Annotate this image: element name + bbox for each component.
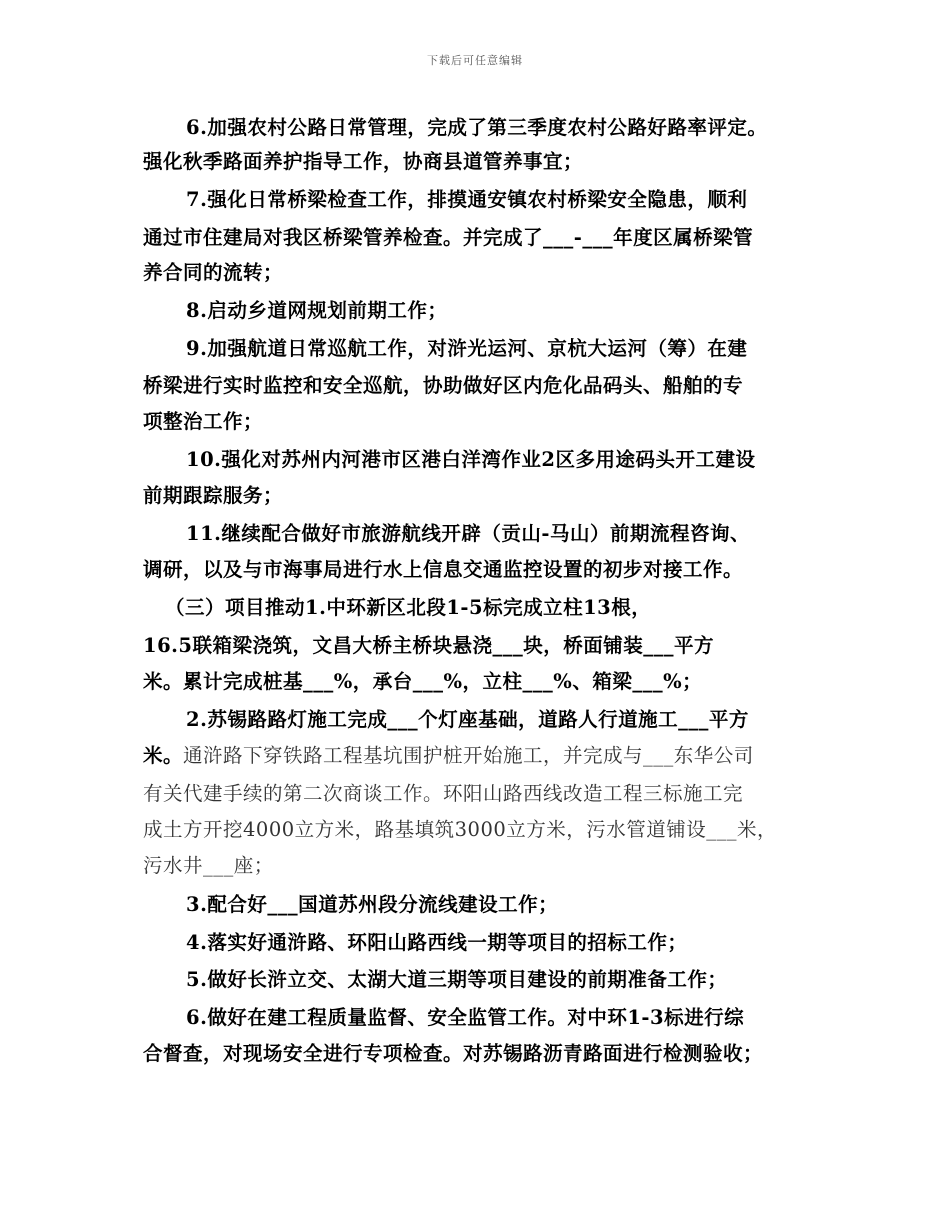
paragraph-line: 10.强化对苏州内河港市区港白洋湾作业2区多用途码头开工建设 [186, 448, 756, 471]
paragraph-line: 强化秋季路面养护指导工作，协商县道管养事宜； [143, 150, 584, 173]
paragraph-line: 米。 [143, 744, 184, 767]
page-header: 下载后可任意编辑 [427, 54, 523, 67]
paragraph-line: 2.苏锡路路灯施工完成___个灯座基础，道路人行道施工___平方 [186, 708, 749, 731]
paragraph-line: 9.加强航道日常巡航工作，对浒光运河、京杭大运河（筹）在建 [186, 337, 748, 360]
paragraph-line: 通过市住建局对我区桥梁管养检查。并完成了___-___年度区属桥梁管 [143, 226, 754, 249]
paragraph-line-light: 成土方开挖4000立方米，路基填筑3000立方米，污水管道铺设___米， [143, 818, 778, 841]
paragraph-line: 11.继续配合做好市旅游航线开辟（贡山-马山）前期流程咨询、 [186, 522, 751, 545]
paragraph-line-light: 污水井___座； [143, 854, 274, 877]
paragraph-line: 养合同的流转； [143, 261, 284, 284]
paragraph-line: 3.配合好___国道苏州段分流线建设工作； [186, 893, 559, 916]
paragraph-line: 6.做好在建工程质量监督、安全监管工作。对中环1-3标进行综 [186, 1006, 745, 1029]
paragraph-line: 项整治工作； [143, 410, 264, 433]
paragraph-line: 6.加强农村公路日常管理，完成了第三季度农村公路好路率评定。 [186, 116, 768, 139]
paragraph-line: 前期跟踪服务； [143, 484, 284, 507]
paragraph-line: 4.落实好通浒路、环阳山路西线一期等项目的招标工作； [186, 931, 688, 954]
section-heading-line: （三）项目推动1.中环新区北段1-5标完成立柱13根， [165, 596, 652, 619]
paragraph-line: 桥梁进行实时监控和安全巡航，协助做好区内危化品码头、船舶的专 [143, 374, 744, 397]
paragraph-line-light: 通浒路下穿铁路工程基坑围护桩开始施工，并完成与___东华公司 [183, 744, 754, 767]
paragraph-line: 8.启动乡道网规划前期工作； [186, 299, 448, 322]
paragraph-line: 16.5联箱梁浇筑，文昌大桥主桥块悬浇___块，桥面铺装___平方 [143, 634, 714, 657]
paragraph-line-light: 有关代建手续的第二次商谈工作。环阳山路西线改造工程三标施工完 [143, 782, 744, 805]
paragraph-line: 调研，以及与市海事局进行水上信息交通监控设置的初步对接工作。 [143, 558, 744, 581]
paragraph-line: 5.做好长浒立交、太湖大道三期等项目建设的前期准备工作； [186, 968, 728, 991]
paragraph-line: 合督查，对现场安全进行专项检查。对苏锡路沥青路面进行检测验收； [143, 1042, 764, 1065]
paragraph-line: 7.强化日常桥梁检查工作，排摸通安镇农村桥梁安全隐患，顺利 [186, 188, 748, 211]
paragraph-line: 米。累计完成桩基___%，承台___%，立柱___%、箱梁___%； [143, 670, 703, 693]
